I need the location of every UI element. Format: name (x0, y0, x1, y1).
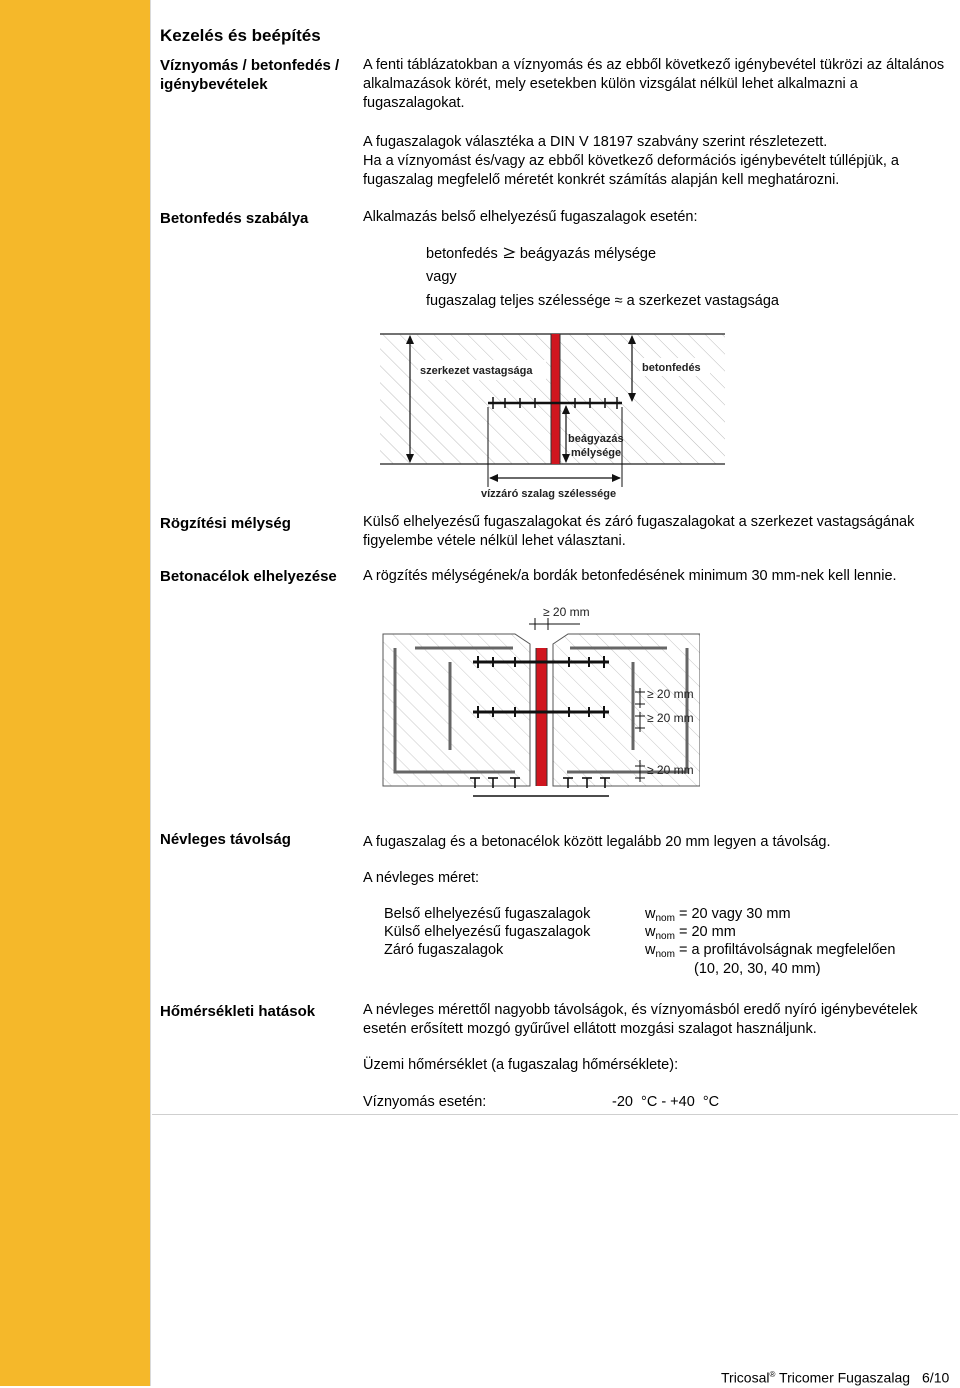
dim-3-label: ≥ 20 mm (647, 763, 694, 777)
water-pressure-para1: A fenti táblázatokban a víznyomás és az ebből következő igénybevétel tükrözi az általános alkalmazások körét, mely esetekben külön vizsgálat nélkül lehet alkalmazni a fugaszalagokat. (363, 57, 945, 111)
seal-red-bar (551, 334, 560, 464)
nominal-distance-label: Névleges távolság (160, 831, 291, 848)
cover-rule-diagram (360, 312, 732, 502)
nominal-row-2-value: = 20 mm (674, 924, 736, 940)
nominal-distance-text: A fugaszalag és a betonacélok között legalább 20 mm legyen a távolság. (363, 834, 831, 850)
dim-2-label: ≥ 20 mm (647, 711, 694, 725)
operating-temp-row-label: Víznyomás esetén: (363, 1094, 487, 1110)
rule1-left: betonfedés (426, 246, 498, 262)
nominal-row-3-name: Záró fugaszalagok (384, 942, 504, 958)
label-embed-1: beágyazás (568, 433, 624, 445)
nominal-row-2-name: Külső elhelyezésű fugaszalagok (384, 924, 591, 940)
rebar-position-label: Betonacélok elhelyezése (160, 568, 337, 585)
cover-rule-intro: Alkalmazás belső elhelyezésű fugaszalagok esetén: (363, 209, 698, 225)
footer-product: Tricomer Fugaszalag (775, 1369, 911, 1386)
operating-temp-row-value: -20 °C - +40 °C (612, 1094, 720, 1110)
sidebar-band (0, 0, 150, 1386)
rule2-left: fugaszalag teljes szélessége (426, 293, 611, 309)
dim-1-label: ≥ 20 mm (647, 687, 694, 701)
rule2 (426, 292, 779, 311)
w-symbol: w (645, 942, 656, 958)
fixing-depth-text: Külső elhelyezésű fugaszalagokat és záró fugaszalagokat a szerkezet vastagságának figyelembe vétele nélkül lehet választani. (363, 514, 915, 549)
rebar-diagram (375, 600, 700, 800)
rule1 (426, 245, 656, 264)
operating-temp-title: Üzemi hőmérséklet (a fugaszalag hőmérséklete): (363, 1057, 679, 1073)
nominal-row-3-value: = a profiltávolságnak megfelelően (674, 942, 896, 958)
footer (721, 1365, 949, 1388)
rebar-position-text: A rögzítés mélységének/a bordák betonfedésének minimum 30 mm-nek kell lennie. (363, 568, 897, 584)
bottom-divider (152, 1114, 958, 1115)
w-symbol: w (645, 906, 656, 922)
label-width: vízzáró szalag szélessége (481, 488, 617, 500)
w-subscript: nom (655, 931, 675, 942)
footer-reg: ® (769, 1370, 776, 1379)
footer-page: 6/10 (922, 1369, 950, 1386)
rule-or: vagy (426, 269, 457, 285)
section-title: Kezelés és beépítés (160, 26, 321, 45)
temperature-text: A névleges mérettől nagyobb távolságok, és víznyomásból eredő nyíró igénybevételek esetén erősített mozgó gyűrűvel ellátott mozgási szalagot használjunk. (363, 1002, 918, 1037)
nominal-row-1-name: Belső elhelyezésű fugaszalagok (384, 906, 591, 922)
approx-symbol: ≈ (614, 293, 623, 309)
seal-red-bar-2 (536, 648, 547, 786)
rule2-right: a szerkezet vastagsága (626, 293, 779, 309)
label-cover: betonfedés (642, 362, 701, 374)
sidebar-divider (150, 0, 151, 1386)
w-symbol: w (645, 924, 656, 940)
label-thickness: szerkezet vastagsága (420, 365, 533, 377)
nominal-row-3-extra: (10, 20, 30, 40 mm) (694, 961, 821, 977)
fixing-depth-label: Rögzítési mélység (160, 515, 291, 532)
temperature-label: Hőmérsékleti hatások (160, 1003, 316, 1020)
nominal-size-intro: A névleges méret: (363, 870, 480, 886)
w-subscript: nom (655, 913, 675, 924)
water-pressure-para3: Ha a víznyomást és/vagy az ebből következő deformációs igénybevételt túllépjük, a fugaszalag megfelelő méretét konkrét számítás alapján kell meghatározni. (363, 153, 899, 188)
rule1-right: beágyazás mélysége (519, 246, 657, 262)
water-pressure-label: Víznyomás / betonfedés / igénybevételek (160, 57, 340, 93)
footer-brand: Tricosal (721, 1369, 770, 1386)
water-pressure-para2: A fugaszalagok választéka a DIN V 18197 szabvány szerint részletezett. (363, 134, 828, 150)
nominal-row-1-value: = 20 vagy 30 mm (674, 906, 791, 922)
dim-top-label: ≥ 20 mm (543, 605, 590, 619)
cover-rule-label: Betonfedés szabálya (160, 210, 309, 227)
greater-equal-symbol (502, 245, 516, 264)
w-subscript: nom (655, 949, 675, 960)
label-embed-2: mélysége (571, 447, 622, 459)
